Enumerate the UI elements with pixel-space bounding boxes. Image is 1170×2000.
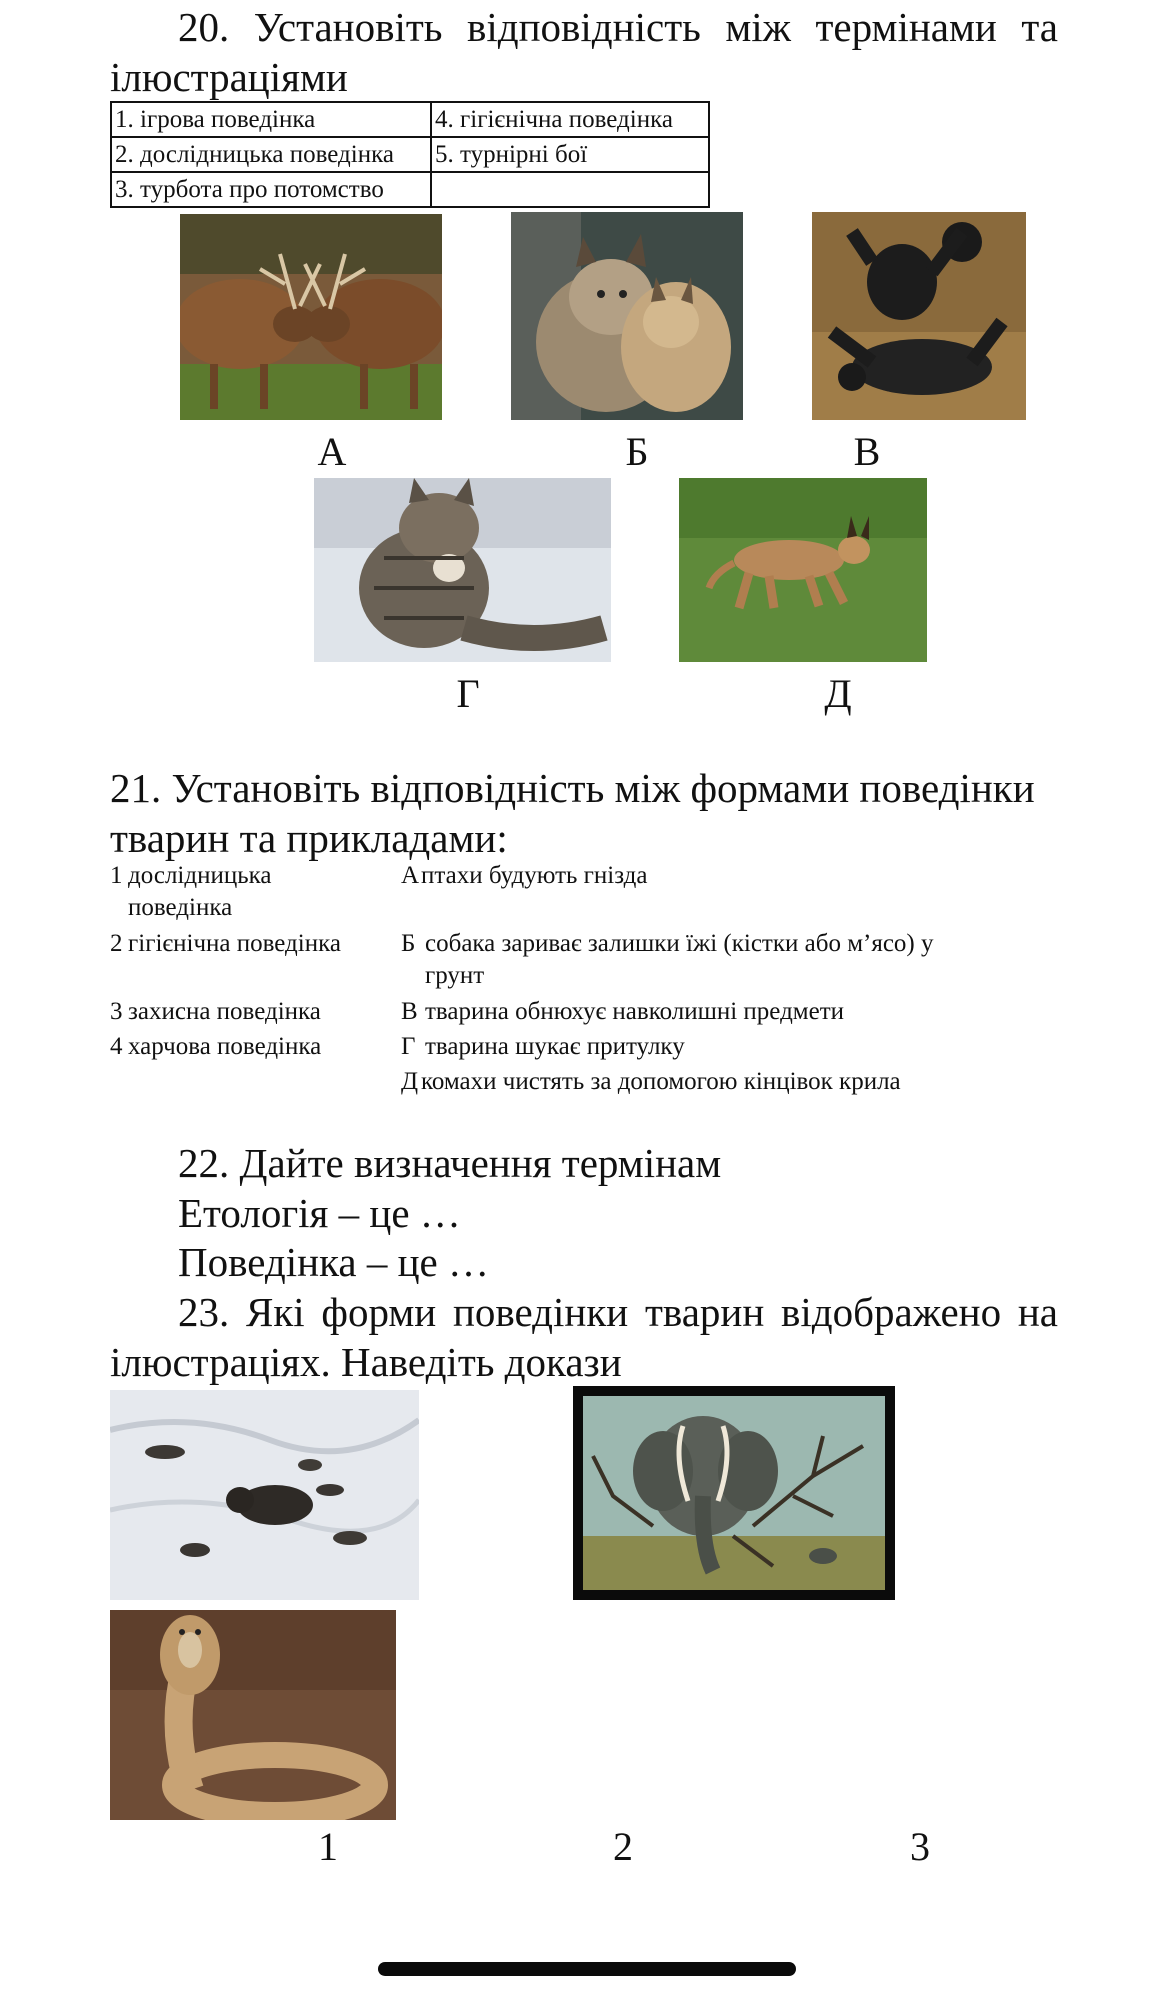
table-row — [111, 102, 709, 137]
illustration-number-1: 1 — [318, 1824, 338, 1869]
photo-wolves-hunting-bison — [110, 1390, 419, 1600]
example-d — [401, 1066, 901, 1098]
behavior-form-3 — [110, 996, 321, 1028]
home-indicator-bar[interactable] — [378, 1962, 796, 1976]
behavior-form-text: харчова поведінка — [128, 1033, 322, 1060]
term-cell: 4. гігієнічна поведінка — [431, 102, 709, 137]
behavior-form-number: 3 — [110, 998, 123, 1025]
q22-title: 22. Дайте визначення термінам — [178, 1140, 722, 1186]
behavior-form-number: 1 — [110, 862, 123, 889]
behavior-form-number: 4 — [110, 1033, 123, 1060]
example-g — [401, 1031, 685, 1063]
image-label-v: В — [853, 429, 881, 474]
example-text: птахи будують гнізда — [421, 862, 648, 889]
photo-lynx-with-cub — [511, 212, 743, 420]
behavior-form-1-cont: поведінка — [128, 894, 233, 921]
q22-definition-behavior: Поведінка – це … — [178, 1239, 489, 1285]
q21-title-line1: 21. Установіть відповідність між формами поведінки — [110, 765, 1035, 811]
term-cell — [431, 172, 709, 207]
behavior-form-4 — [110, 1031, 322, 1063]
q20-title-line1: 20. Установіть відповідність між термінами та — [178, 4, 1058, 50]
example-b — [401, 928, 934, 960]
term-cell: 2. дослідницька поведінка — [111, 137, 431, 172]
example-a — [401, 860, 648, 892]
term-cell: 1. ігрова поведінка — [111, 102, 431, 137]
example-letter: Д — [401, 1068, 419, 1095]
image-label-b: Б — [625, 429, 649, 474]
illustration-number-2: 2 — [613, 1824, 633, 1869]
illustration-number-3: 3 — [910, 1824, 930, 1869]
example-letter: А — [401, 862, 420, 889]
behavior-form-2 — [110, 928, 341, 960]
behavior-form-text: дослідницька — [128, 862, 272, 889]
table-row — [111, 172, 709, 207]
example-v — [401, 996, 845, 1028]
behavior-form-text: захисна поведінка — [128, 998, 321, 1025]
photo-caracal-walking — [679, 478, 927, 662]
q23-title-line1: 23. Які форми поведінки тварин відображено на — [178, 1289, 1058, 1335]
q23-title-line2: ілюстраціях. Наведіть докази — [110, 1339, 622, 1385]
image-label-d: Д — [824, 671, 852, 716]
photo-cobra — [110, 1610, 396, 1820]
example-text: тварина обнюхує навколишні предмети — [425, 998, 845, 1025]
photo-elephant-painting — [573, 1386, 895, 1600]
q22-definition-ethology: Етологія – це … — [178, 1190, 461, 1236]
example-letter: В — [401, 998, 418, 1025]
photo-cat-grooming — [314, 478, 611, 662]
table-row — [111, 137, 709, 172]
example-text: собака зариває залишки їжі (кістки або м’ясо) у — [425, 930, 934, 957]
image-label-g: Г — [456, 671, 480, 716]
photo-deer-fighting — [180, 214, 442, 420]
behavior-form-1 — [110, 860, 272, 892]
behavior-form-number: 2 — [110, 930, 123, 957]
term-cell: 5. турнірні бої — [431, 137, 709, 172]
q20-terms-table — [110, 101, 710, 208]
q21-title-line2: тварин та прикладами: — [110, 815, 508, 861]
example-letter: Г — [401, 1033, 416, 1060]
term-cell: 3. турбота про потомство — [111, 172, 431, 207]
image-label-a: А — [317, 429, 347, 474]
example-letter: Б — [401, 930, 416, 957]
q20-title-line2: ілюстраціями — [110, 54, 348, 100]
photo-chimpanzees-playing — [812, 212, 1026, 420]
example-text: комахи чистять за допомогою кінцівок крила — [421, 1068, 901, 1095]
example-text: тварина шукає притулку — [425, 1033, 685, 1060]
example-b-cont: грунт — [425, 962, 485, 989]
behavior-form-text: гігієнічна поведінка — [128, 930, 341, 957]
